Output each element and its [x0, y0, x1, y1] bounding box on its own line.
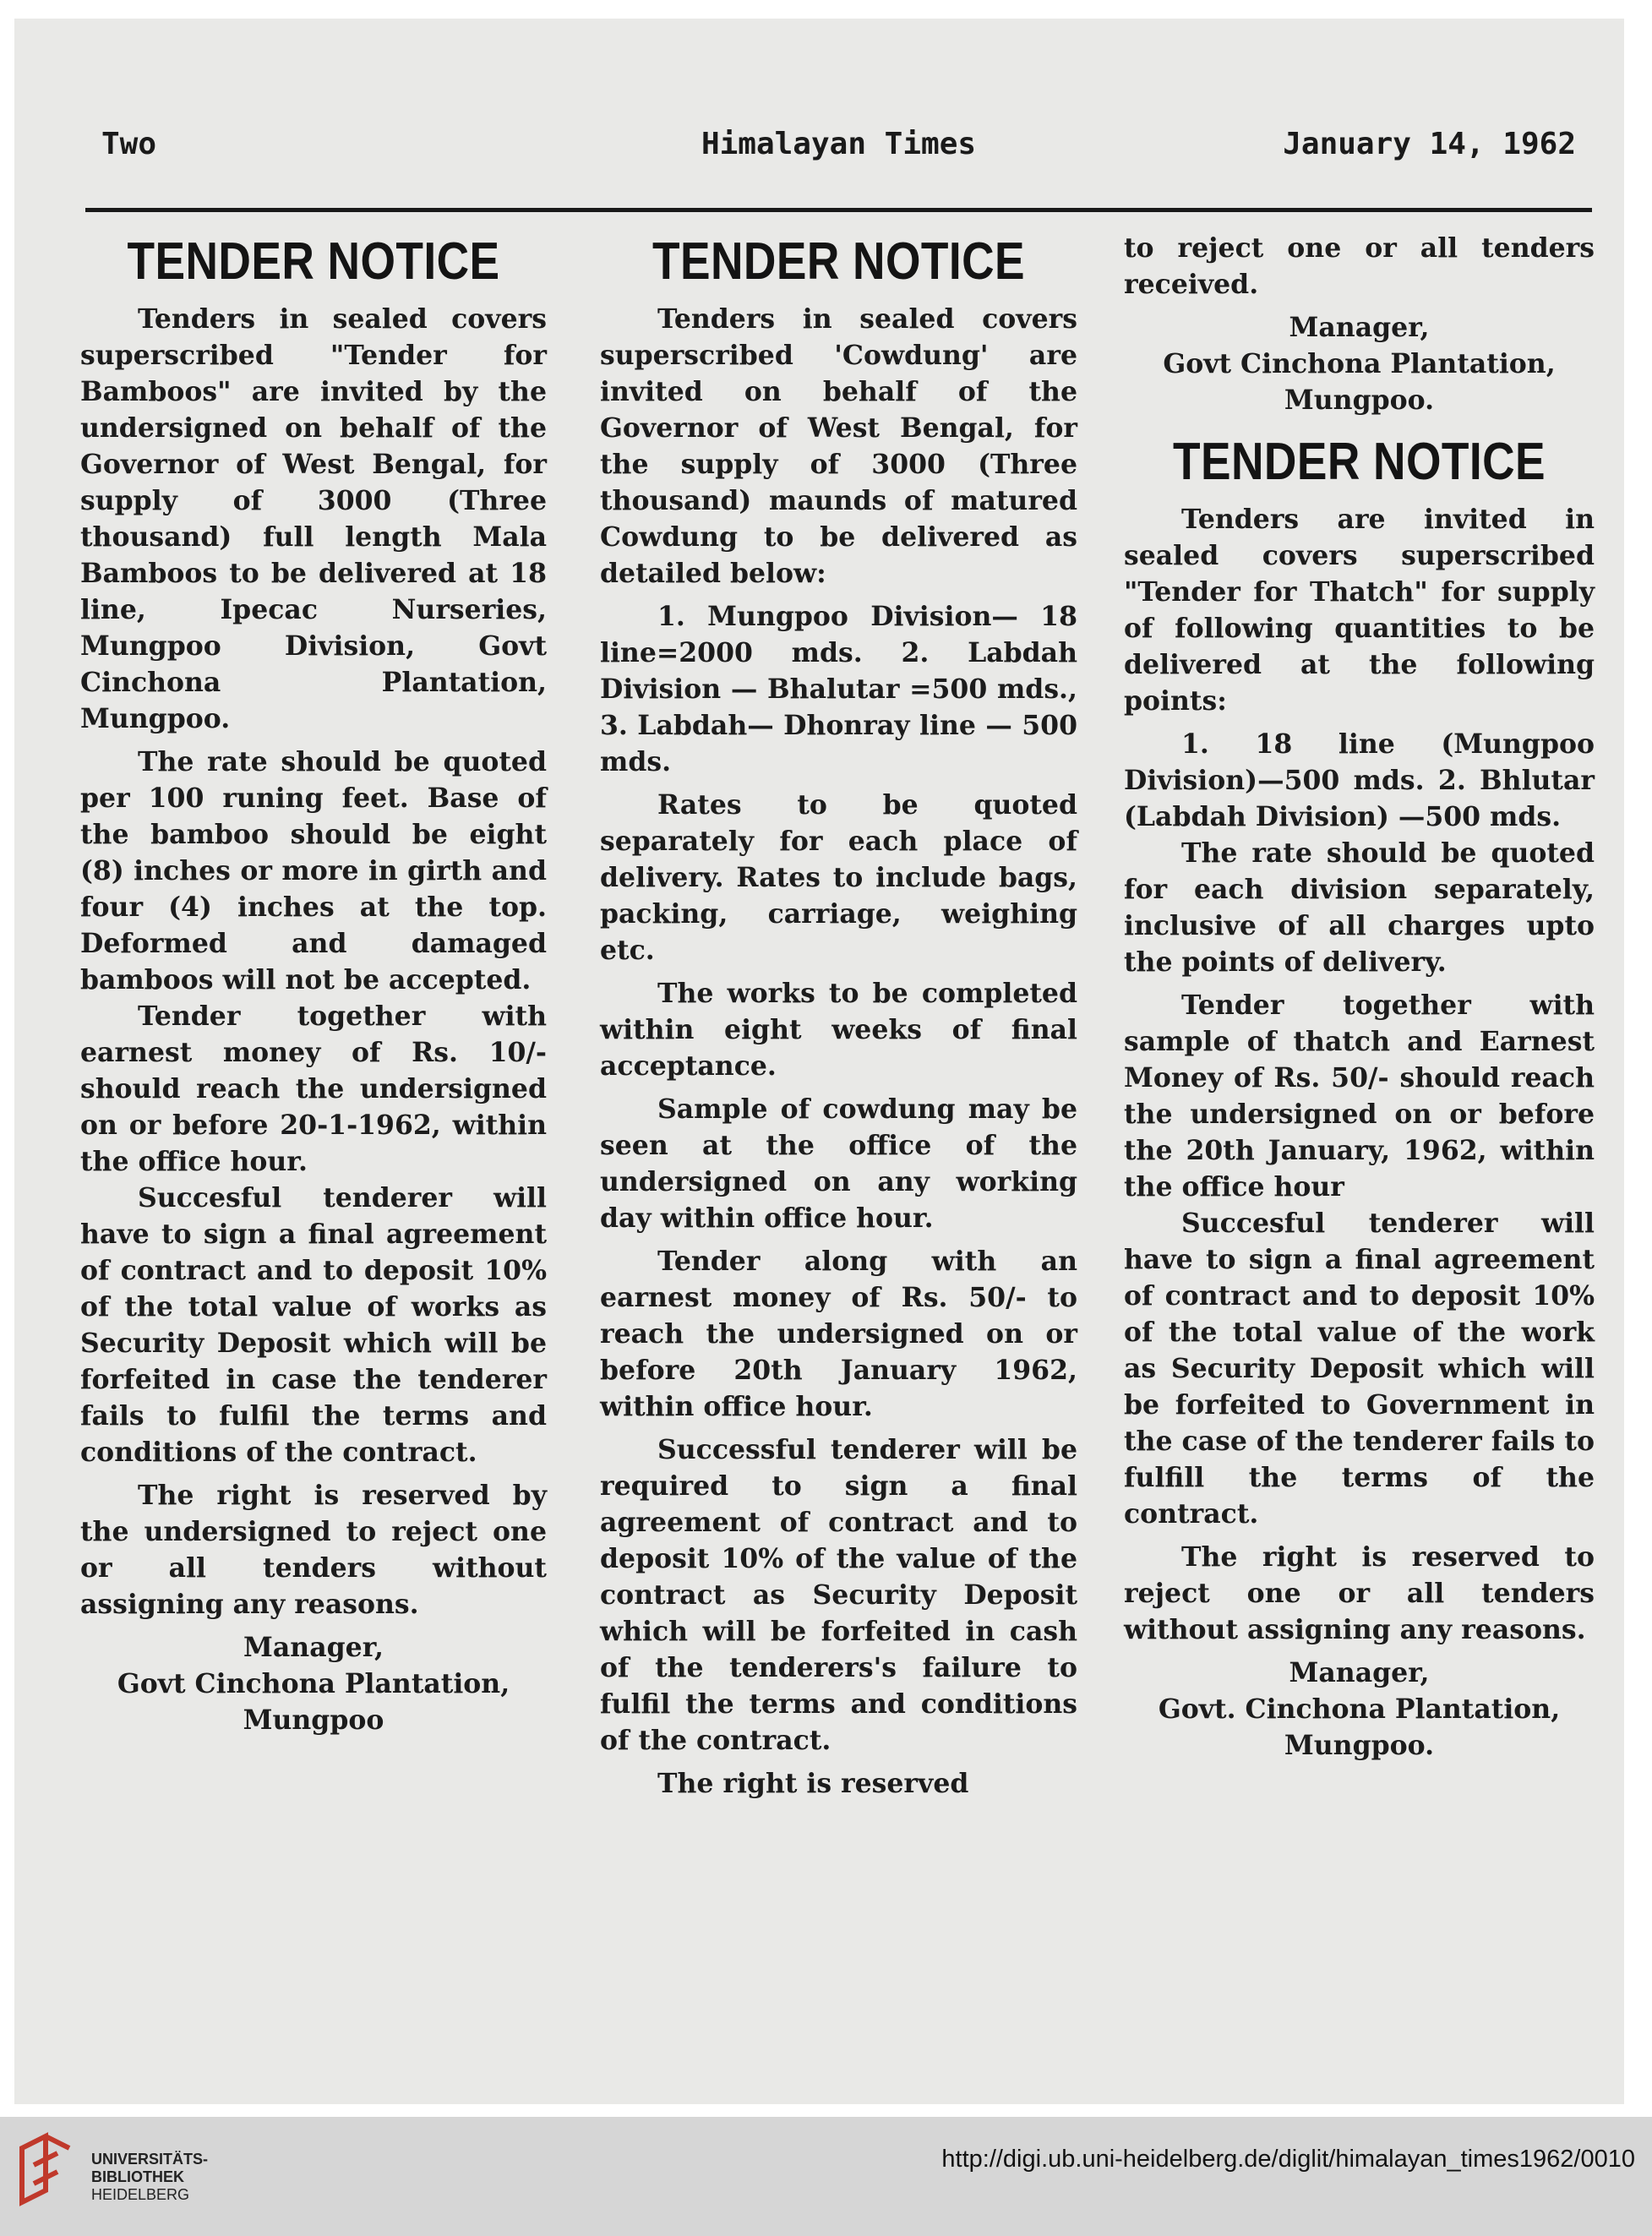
- notice-paragraph: The right is reserved to reject one or all tenders without assigning any reasons.: [1124, 1541, 1595, 1645]
- signature-line: Govt. Cinchona Plantation,: [1158, 1693, 1561, 1725]
- page-number: Two: [101, 127, 157, 161]
- notice-paragraph: The right is reserved by the undersigned to reject one or all tenders without assigning any reasons.: [80, 1480, 547, 1620]
- signature-line: Mungpoo.: [1284, 1730, 1435, 1761]
- signature-line: Manager,: [1289, 1657, 1430, 1688]
- notice-paragraph: The rate should be quoted per 100 runing feet. Base of the bamboo should be eight (8) inches or more in girth and four (4) inches at the top. Deformed and damaged bamboos will not be accepted.: [80, 746, 547, 995]
- newspaper-title: Himalayan Times: [701, 127, 977, 161]
- notice-title: TENDER NOTICE: [127, 232, 500, 291]
- notice-paragraph: Tenders in sealed covers superscribed 'Cowdung' are invited on behalf of the Governor of West Bengal, for the supply of 3000 (Three thousand) maunds of matured Cowdung to be delivered as detailed below:: [600, 303, 1077, 589]
- notice-paragraph: Successful tenderer will be required to sign a final agreement of contract and to deposit 10% of the value of the contract as Security Deposit which will be forfeited in cash of the tenderers's failure to fulfil the terms and conditions of the contract.: [600, 1434, 1077, 1756]
- signature-line: Manager,: [1289, 312, 1430, 343]
- notice-paragraph: Sample of cowdung may be seen at the office of the undersigned on any working day within office hour.: [600, 1093, 1077, 1234]
- notice-paragraph: Tenders are invited in sealed covers superscribed "Tender for Thatch" for supply of following quantities to be delivered at the following points:: [1124, 504, 1595, 717]
- newspaper-page: [14, 19, 1624, 2104]
- notice-paragraph: Rates to be quoted separately for each place of delivery. Rates to include bags, packing, carriage, weighing etc.: [600, 789, 1077, 966]
- issue-date: January 14, 1962: [1283, 127, 1576, 161]
- notice-cowdung: [600, 230, 1077, 1802]
- signature-line: Manager,: [243, 1632, 384, 1663]
- signature-line: Govt Cinchona Plantation,: [1163, 348, 1556, 379]
- notice-paragraph: Succesful tenderer will have to sign a final agreement of contract and to deposit 10% of the total value of the work as Security Deposit which will be forfeited to Government in the case of the tenderer fails to fulfill the terms of the contract.: [1124, 1208, 1595, 1530]
- notice-paragraph: The right is reserved: [657, 1768, 969, 1799]
- notice-paragraph: The rate should be quoted for each division separately, inclusive of all charges upto the points of delivery.: [1124, 837, 1595, 978]
- notice-bamboos: [80, 230, 547, 1738]
- notice-paragraph: 1. Mungpoo Division— 18 line=2000 mds. 2. Labdah Division — Bhalutar =500 mds., 3. Labdah— Dhonray line — 500 mds.: [600, 601, 1077, 777]
- signature-line: Govt Cinchona Plantation,: [117, 1668, 510, 1699]
- library-name: UNIVERSITÄTS- BIBLIOTHEK HEIDELBERG: [91, 2151, 209, 2203]
- notice-paragraph: The works to be completed within eight weeks of final acceptance.: [600, 978, 1077, 1082]
- notice-paragraph: 1. 18 line (Mungpoo Division)—500 mds. 2. Bhlutar (Labdah Division) —500 mds.: [1124, 728, 1595, 832]
- page-header: [101, 127, 1576, 177]
- signature-line: Mungpoo: [243, 1704, 384, 1736]
- notice-continuation: to reject one or all tenders received.: [1124, 232, 1595, 300]
- notice-title: TENDER NOTICE: [1172, 433, 1546, 491]
- header-rule: [85, 208, 1592, 212]
- digitization-footer: [0, 2117, 1652, 2236]
- notice-paragraph: Tender together with sample of thatch and Earnest Money of Rs. 50/- should reach the undersigned on or before the 20th January, 1962, within the office hour: [1124, 990, 1595, 1203]
- signature-line: Mungpoo.: [1284, 384, 1435, 416]
- notice-thatch: [1124, 230, 1595, 1764]
- source-url-link[interactable]: http://digi.ub.uni-heidelberg.de/diglit/himalayan_times1962/0010: [941, 2146, 1635, 2173]
- notice-paragraph: Tenders in sealed covers superscribed "Tender for Bamboos" are invited by the undersigned on behalf of the Governor of West Bengal, for supply of 3000 (Three thousand) full length Mala Bamboos to be delivered at 18 line, Ipecac Nurseries, Mungpoo Division, Govt Cinchona Plantation, Mungpoo.: [80, 303, 547, 734]
- library-logo-icon: [17, 2131, 74, 2209]
- notice-title: TENDER NOTICE: [652, 232, 1026, 291]
- notice-paragraph: Tender together with earnest money of Rs. 10/- should reach the undersigned on or before 20-1-1962, within the office hour.: [80, 1001, 547, 1177]
- notice-paragraph: Tender along with an earnest money of Rs. 50/- to reach the undersigned on or before 20th January 1962, within office hour.: [600, 1246, 1077, 1422]
- notice-paragraph: Succesful tenderer will have to sign a final agreement of contract and to deposit 10% of the total value of works as Security Deposit which will be forfeited in case the tenderer fails to fulfil the terms and conditions of the contract.: [80, 1182, 547, 1468]
